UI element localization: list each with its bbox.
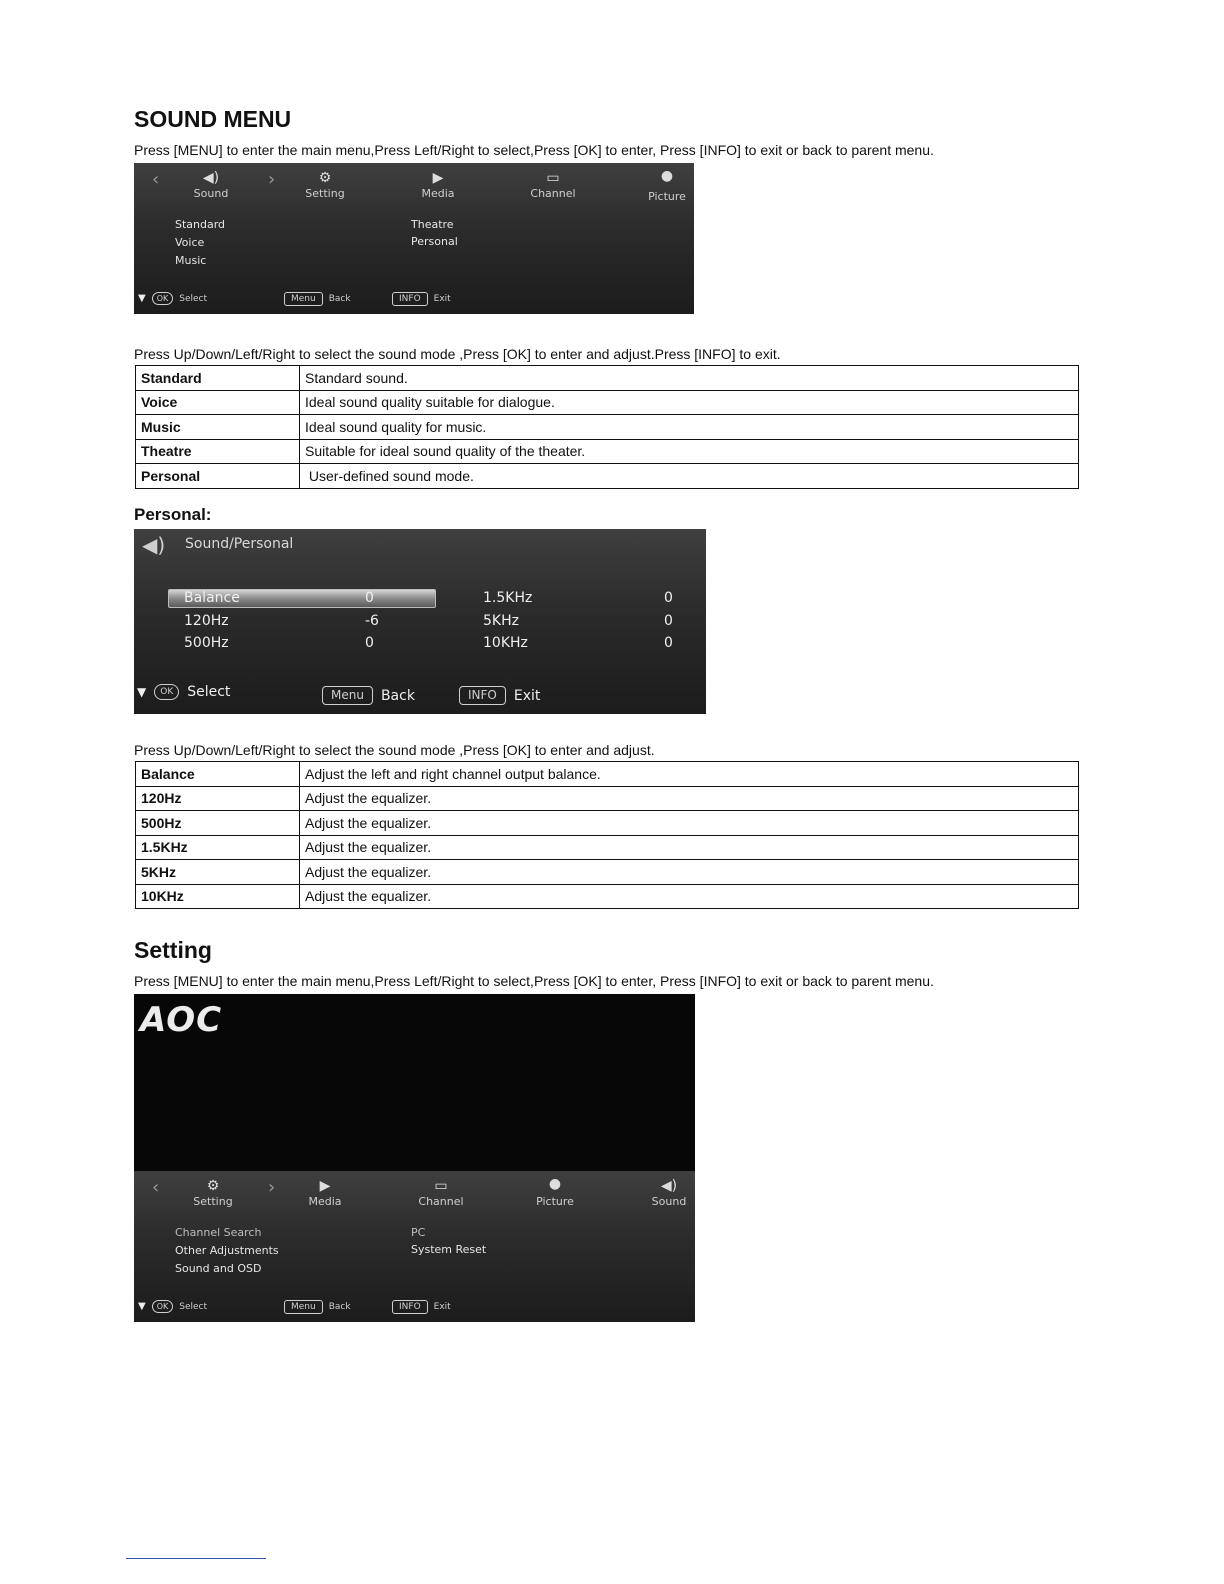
row-1-5khz-label[interactable]: 1.5KHz xyxy=(483,590,533,606)
tab-setting[interactable]: ⚙ Setting xyxy=(280,169,370,200)
tab-setting[interactable]: ⚙ Setting xyxy=(168,1177,258,1208)
personal-table xyxy=(135,761,1079,909)
menu-item-system-reset[interactable]: System Reset xyxy=(411,1243,487,1256)
monitor-icon: ▭ xyxy=(434,1178,448,1194)
row-500hz-label[interactable]: 500Hz xyxy=(184,635,229,651)
menu-item-pc[interactable]: PC xyxy=(411,1226,426,1239)
table-row: Balance Adjust the left and right channel output balance. xyxy=(136,762,1079,787)
ok-key[interactable]: OK xyxy=(154,684,179,700)
triangle-down-icon: ▼ xyxy=(138,1301,146,1312)
menu-key[interactable]: Menu xyxy=(284,1300,323,1314)
gear-icon: ⚙ xyxy=(206,1178,220,1194)
setting-osd-panel xyxy=(134,1171,695,1322)
menu-item-channel-search[interactable]: Channel Search xyxy=(175,1226,262,1239)
table-row: Personal User-defined sound mode. xyxy=(136,464,1079,489)
menu-item-standard[interactable]: Standard xyxy=(175,218,226,231)
table-row: 5KHz Adjust the equalizer. xyxy=(136,860,1079,885)
menu-key[interactable]: Menu xyxy=(284,292,323,306)
play-icon: ▶ xyxy=(432,170,444,186)
osd-footer-exit: INFO Exit xyxy=(459,686,540,705)
table-row: 1.5KHz Adjust the equalizer. xyxy=(136,835,1079,860)
osd-footer-back: Menu Back xyxy=(284,292,351,306)
aoc-logo: AOC xyxy=(140,1000,223,1040)
sound-mode-instruction: Press Up/Down/Left/Right to select the sound mode ,Press [OK] to enter and adjust.Press [INFO] to exit. xyxy=(134,346,781,362)
tab-media[interactable]: ▶ Media xyxy=(393,169,483,200)
triangle-down-icon: ▼ xyxy=(138,293,146,304)
table-row: Standard Standard sound. xyxy=(136,366,1079,391)
osd-footer-exit: INFO Exit xyxy=(392,1300,451,1314)
personal-instruction: Press Up/Down/Left/Right to select the sound mode ,Press [OK] to enter and adjust. xyxy=(134,742,655,758)
contrast-icon: ● xyxy=(660,168,674,184)
row-balance-value: 0 xyxy=(365,590,374,606)
osd-footer-select: ▼ OK Select xyxy=(137,684,231,700)
table-row: 120Hz Adjust the equalizer. xyxy=(136,786,1079,811)
menu-item-theatre[interactable]: Theatre xyxy=(411,218,454,231)
osd-title: Sound/Personal xyxy=(185,536,294,552)
sound-osd-panel xyxy=(134,163,694,314)
setting-intro: Press [MENU] to enter the main menu,Press Left/Right to select,Press [OK] to enter, Press [INFO] to exit or back to parent menu. xyxy=(134,973,934,989)
sound-mode-table xyxy=(135,365,1079,489)
info-key[interactable]: INFO xyxy=(459,686,506,705)
menu-item-music[interactable]: Music xyxy=(175,254,207,267)
osd-footer-back: Menu Back xyxy=(284,1300,351,1314)
triangle-down-icon: ▼ xyxy=(137,685,147,699)
row-5khz-label[interactable]: 5KHz xyxy=(483,613,519,629)
menu-item-sound-and-osd[interactable]: Sound and OSD xyxy=(175,1262,262,1275)
tab-sound[interactable]: ◀) Sound xyxy=(166,169,256,200)
ok-key[interactable]: OK xyxy=(152,292,174,305)
osd-footer-select: ▼ OK Select xyxy=(138,293,208,304)
row-1-5khz-value: 0 xyxy=(664,590,673,606)
osd-footer-exit: INFO Exit xyxy=(392,292,451,306)
tab-picture[interactable]: ● Picture xyxy=(622,167,694,198)
chevron-right-icon[interactable]: › xyxy=(268,1177,276,1198)
speaker-icon: ◀) xyxy=(202,170,220,186)
setting-heading: Setting xyxy=(134,937,212,963)
personal-osd-panel xyxy=(134,529,706,714)
row-120hz-value: -6 xyxy=(365,613,379,629)
sound-menu-intro: Press [MENU] to enter the main menu,Press Left/Right to select,Press [OK] to enter, Press [INFO] to exit or back to parent menu. xyxy=(134,142,934,158)
menu-key[interactable]: Menu xyxy=(322,686,373,705)
tab-channel[interactable]: ▭ Channel xyxy=(396,1177,486,1208)
tab-media[interactable]: ▶ Media xyxy=(280,1177,370,1208)
footer-rule xyxy=(126,1558,266,1559)
info-key[interactable]: INFO xyxy=(392,292,428,306)
table-row: Voice Ideal sound quality suitable for dialogue. xyxy=(136,390,1079,415)
menu-item-personal[interactable]: Personal xyxy=(411,235,458,248)
info-key[interactable]: INFO xyxy=(392,1300,428,1314)
tab-channel[interactable]: ▭ Channel xyxy=(508,169,598,200)
tab-picture[interactable]: ● Picture xyxy=(510,1175,600,1206)
row-balance-label[interactable]: Balance xyxy=(184,590,240,606)
sound-menu-heading: SOUND MENU xyxy=(134,106,292,132)
speaker-icon: ◀) xyxy=(142,533,166,557)
table-row: 500Hz Adjust the equalizer. xyxy=(136,811,1079,836)
speaker-icon: ◀) xyxy=(660,1178,678,1194)
osd-footer-back: Menu Back xyxy=(322,686,415,705)
setting-screen xyxy=(134,994,695,1322)
row-10khz-value: 0 xyxy=(664,635,673,651)
ok-key[interactable]: OK xyxy=(152,1300,174,1313)
chevron-right-icon[interactable]: › xyxy=(268,169,276,190)
table-row: Music Ideal sound quality for music. xyxy=(136,415,1079,440)
menu-item-other-adjustments[interactable]: Other Adjustments xyxy=(175,1244,279,1257)
chevron-left-icon[interactable]: ‹ xyxy=(152,1177,160,1198)
chevron-left-icon[interactable]: ‹ xyxy=(152,169,160,190)
contrast-icon: ● xyxy=(548,1176,562,1192)
row-500hz-value: 0 xyxy=(365,635,374,651)
menu-item-voice[interactable]: Voice xyxy=(175,236,205,249)
row-5khz-value: 0 xyxy=(664,613,673,629)
row-10khz-label[interactable]: 10KHz xyxy=(483,635,528,651)
osd-footer-select: ▼ OK Select xyxy=(138,1301,208,1312)
personal-heading: Personal: xyxy=(134,505,212,524)
table-row: 10KHz Adjust the equalizer. xyxy=(136,884,1079,909)
gear-icon: ⚙ xyxy=(318,170,332,186)
play-icon: ▶ xyxy=(319,1178,331,1194)
tab-sound[interactable]: ◀) Sound xyxy=(624,1177,695,1208)
table-row: Theatre Suitable for ideal sound quality of the theater. xyxy=(136,439,1079,464)
row-120hz-label[interactable]: 120Hz xyxy=(184,613,229,629)
monitor-icon: ▭ xyxy=(546,170,560,186)
